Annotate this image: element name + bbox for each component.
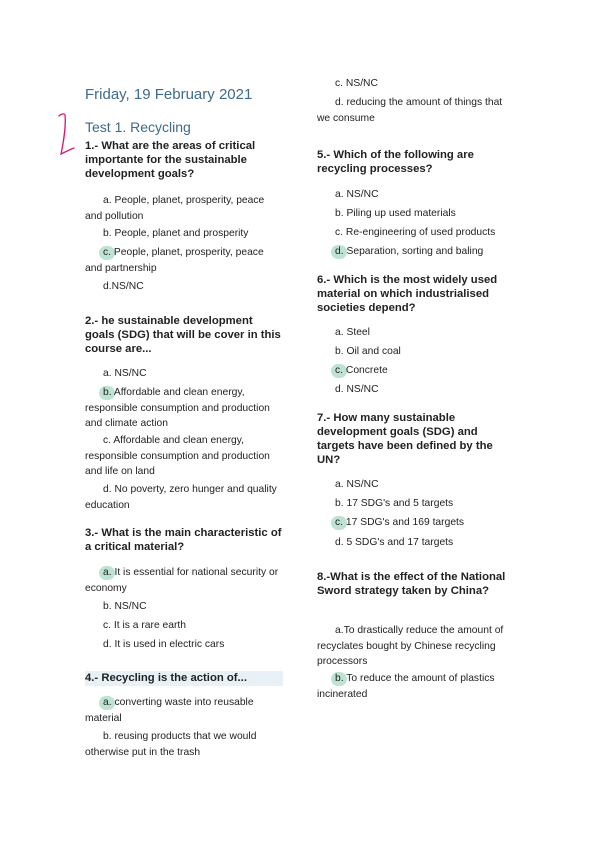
- option-letter: c.: [103, 620, 112, 631]
- option-text: Affordable and clean energy, responsible consumption and production and life on land: [85, 435, 270, 477]
- option-text: NS/NC: [346, 384, 379, 395]
- option-7c[interactable]: [317, 515, 513, 531]
- option-text: 17 SDG's and 5 targets: [346, 498, 454, 509]
- option-letter: c.: [335, 227, 344, 238]
- option-text: It is essential for national security or economy: [85, 567, 279, 594]
- option-6a[interactable]: [317, 325, 513, 341]
- option-text: Concrete: [345, 365, 388, 376]
- option-letter-selected: a.: [103, 695, 112, 711]
- option-letter: b.: [335, 208, 344, 219]
- option-letter: a.: [335, 189, 344, 200]
- option-text: reusing products that we would otherwise put in the trash: [85, 731, 257, 758]
- page-date: Friday, 19 February 2021: [85, 86, 253, 103]
- option-text: converting waste into reusable material: [85, 697, 254, 724]
- question-5: 5.- Which of the following are recycling processes?: [317, 149, 474, 175]
- option-text: NS/NC: [114, 601, 147, 612]
- question-4: 4.- Recycling is the action of...: [85, 671, 283, 686]
- option-letter: b.: [103, 731, 112, 742]
- option-letter: a.: [335, 327, 344, 338]
- option-8a[interactable]: [317, 623, 513, 670]
- option-text: Re-engineering of used products: [345, 227, 496, 238]
- option-text: People, planet, prosperity, peace and pollution: [85, 195, 265, 222]
- option-5d[interactable]: [317, 244, 513, 260]
- option-letter: b.: [335, 346, 344, 357]
- option-3d[interactable]: [85, 637, 283, 653]
- option-4d[interactable]: [317, 95, 513, 126]
- option-text: No poverty, zero hunger and quality education: [85, 484, 277, 511]
- option-text: NS/NC: [346, 479, 379, 490]
- question-1: 1.- What are the areas of critical importante for the sustainable development goals?: [85, 140, 256, 180]
- option-letter-selected: a.: [103, 565, 112, 581]
- option-text: It is used in electric cars: [114, 639, 225, 650]
- option-1d[interactable]: [85, 279, 283, 295]
- option-7d[interactable]: [317, 535, 513, 551]
- question-6: 6.- Which is the most widely used material on which industrialised societies depend?: [317, 274, 498, 314]
- option-text: To drastically reduce the amount of recyclates bought by Chinese recycling processors: [317, 625, 504, 667]
- option-text: People, planet and prosperity: [114, 228, 249, 239]
- option-3c[interactable]: [85, 618, 283, 634]
- option-text: NS/NC: [345, 78, 378, 89]
- option-text: 17 SDG's and 169 targets: [345, 517, 465, 528]
- option-2a[interactable]: [85, 366, 283, 382]
- question-8: 8.-What is the effect of the National Sword strategy taken by China?: [317, 571, 506, 597]
- option-6b[interactable]: [317, 344, 513, 360]
- option-letter: b.: [335, 498, 344, 509]
- option-letter-selected: b.: [335, 671, 344, 687]
- option-7a[interactable]: [317, 477, 513, 493]
- option-letter: c.: [103, 435, 112, 446]
- option-text: Separation, sorting and baling: [346, 246, 484, 257]
- option-letter: d.: [335, 97, 344, 108]
- option-2c[interactable]: [85, 433, 283, 480]
- option-text: Affordable and clean energy, responsible consumption and production and climate action: [85, 387, 270, 429]
- option-text: NS/NC: [111, 281, 144, 292]
- option-3a[interactable]: [85, 565, 283, 596]
- question-2: 2.- he sustainable development goals (SDG) that will be cover in this course are...: [85, 315, 281, 355]
- option-text: NS/NC: [346, 189, 379, 200]
- option-letter: d.: [103, 639, 112, 650]
- option-5a[interactable]: [317, 187, 513, 203]
- option-6c[interactable]: [317, 363, 513, 379]
- option-4b[interactable]: [85, 729, 283, 760]
- option-letter-selected: c.: [103, 245, 111, 261]
- option-5c[interactable]: [317, 225, 513, 241]
- option-letter-selected: b.: [103, 385, 112, 401]
- option-4a[interactable]: [85, 695, 283, 726]
- option-2b[interactable]: [85, 385, 283, 432]
- option-text: NS/NC: [114, 368, 147, 379]
- test-title: Test 1. Recycling: [85, 119, 191, 135]
- option-letter-selected: d.: [335, 244, 344, 260]
- option-letter-selected: c.: [335, 363, 343, 379]
- option-4c[interactable]: [317, 76, 513, 92]
- option-text: Piling up used materials: [346, 208, 456, 219]
- option-letter: d.: [335, 537, 344, 548]
- option-1c[interactable]: [85, 245, 283, 276]
- option-text: Steel: [346, 327, 370, 338]
- option-1b[interactable]: [85, 226, 283, 242]
- option-5b[interactable]: [317, 206, 513, 222]
- option-2d[interactable]: [85, 482, 283, 513]
- option-6d[interactable]: [317, 382, 513, 398]
- option-text: To reduce the amount of plastics incinerated: [317, 673, 495, 700]
- option-text: Oil and coal: [346, 346, 401, 357]
- option-letter: a.: [103, 368, 112, 379]
- option-letter: a.: [103, 195, 112, 206]
- option-letter: a.: [335, 479, 344, 490]
- option-text: People, planet, prosperity, peace and partnership: [85, 247, 264, 274]
- option-text: 5 SDG's and 17 targets: [346, 537, 454, 548]
- question-7: 7.- How many sustainable development goals (SDG) and targets have been defined by the UN?: [317, 412, 493, 466]
- option-letter: c.: [335, 78, 344, 89]
- option-letter: d.: [335, 384, 344, 395]
- handwritten-mark-icon: [52, 110, 78, 162]
- option-7b[interactable]: [317, 496, 513, 512]
- option-text: It is a rare earth: [113, 620, 186, 631]
- option-text: reducing the amount of things that we consume: [317, 97, 503, 124]
- option-letter: a.: [335, 625, 344, 636]
- question-3: 3.- What is the main characteristic of a critical material?: [85, 527, 282, 553]
- option-letter: b.: [103, 228, 112, 239]
- option-letter: b.: [103, 601, 112, 612]
- option-3b[interactable]: [85, 599, 283, 615]
- option-letter-selected: c.: [335, 515, 343, 531]
- option-8b[interactable]: [317, 671, 513, 702]
- option-letter: d.: [103, 484, 112, 495]
- option-letter: d.: [103, 281, 112, 292]
- option-1a[interactable]: [85, 193, 283, 224]
